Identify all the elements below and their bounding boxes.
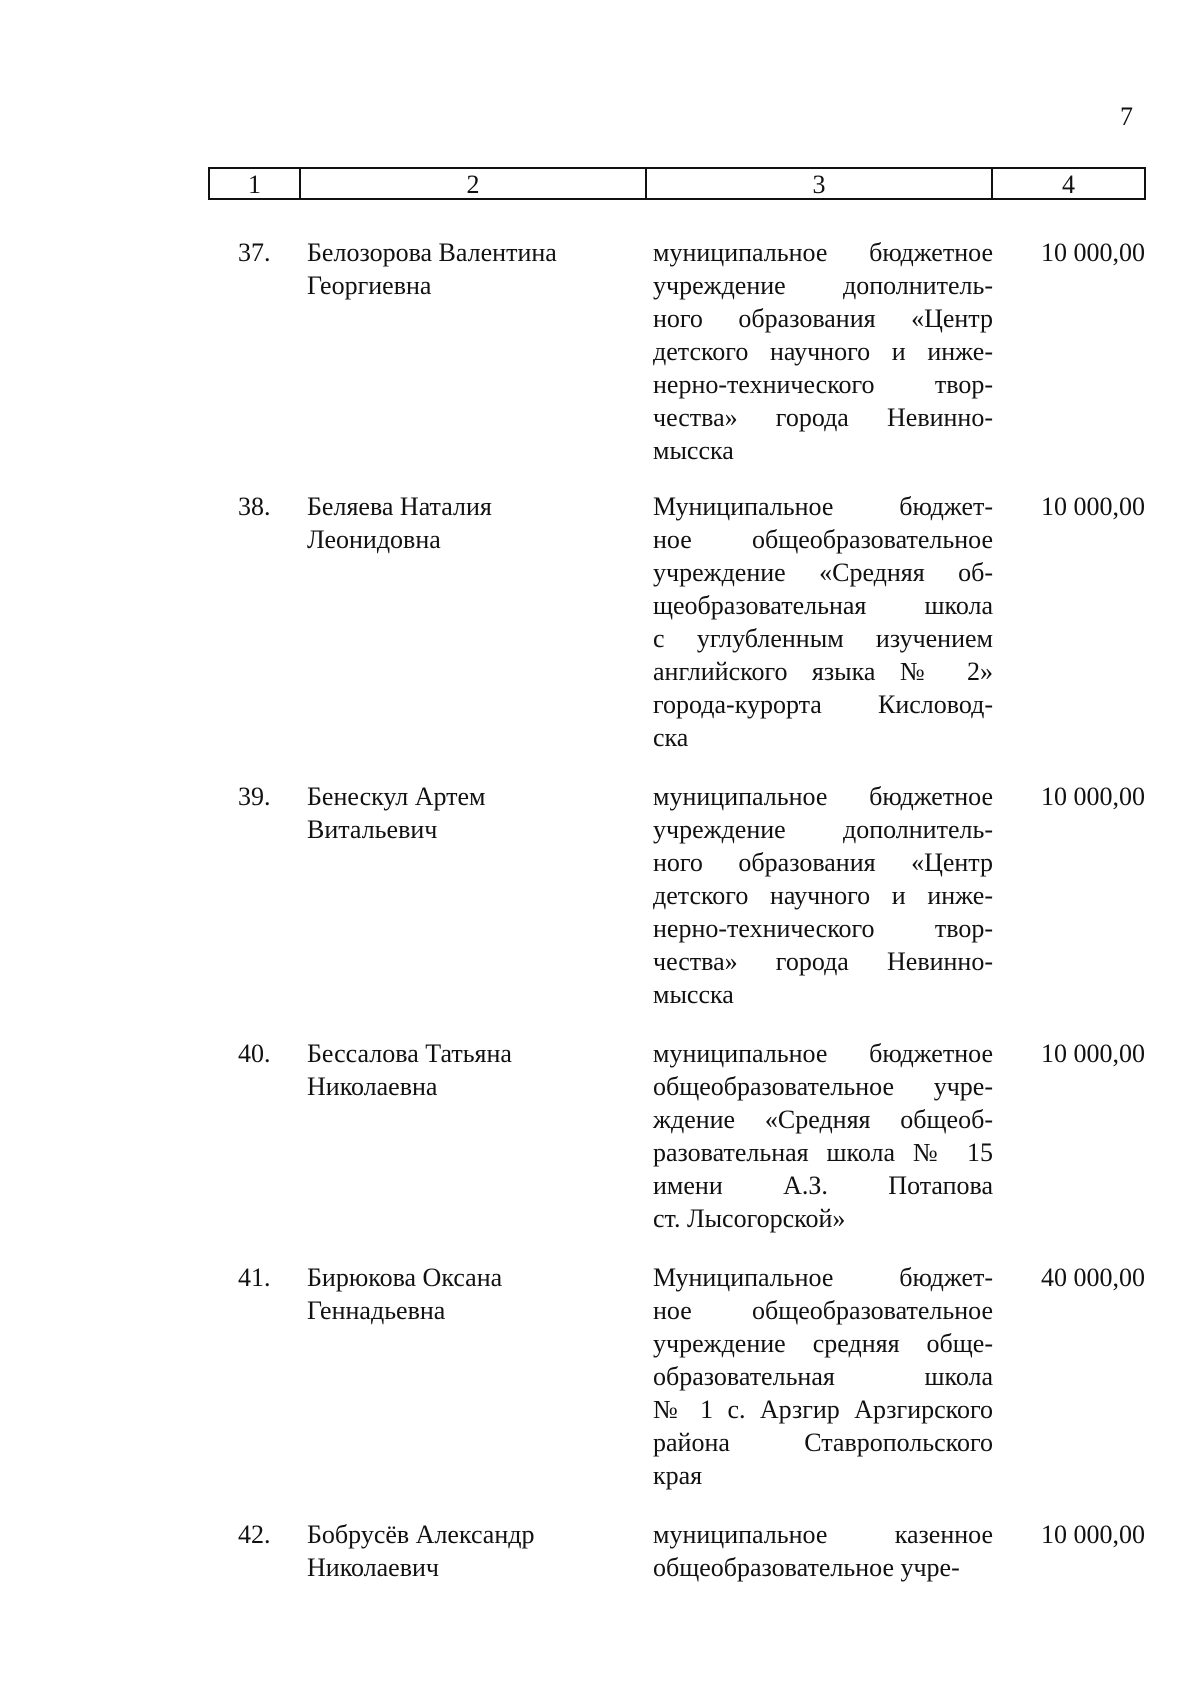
organization bbox=[653, 236, 993, 467]
organization-line: Муниципальное бюджет- bbox=[653, 492, 993, 521]
organization-line: ст. Лысогорской» bbox=[653, 1204, 846, 1233]
person-name-line: Бенескул Артем bbox=[307, 782, 486, 811]
page-number: 7 bbox=[1120, 102, 1133, 131]
person-name-line: Бирюкова Оксана bbox=[307, 1263, 503, 1292]
person-name-line: Беляева Наталия bbox=[307, 492, 492, 521]
organization-line: общеобразовательное учре- bbox=[653, 1553, 960, 1582]
person-name-line: Витальевич bbox=[307, 815, 438, 844]
organization-line: нерно-технического твор- bbox=[653, 370, 993, 399]
row-number: 42. bbox=[238, 1520, 271, 1549]
organization-line: учреждение средняя обще- bbox=[653, 1329, 993, 1358]
amount: 10 000,00 bbox=[1041, 1520, 1145, 1549]
organization-line: имени А.З. Потапова bbox=[653, 1171, 993, 1200]
person-name bbox=[307, 1261, 627, 1327]
amount: 10 000,00 bbox=[1041, 1039, 1145, 1068]
organization bbox=[653, 1518, 993, 1584]
organization bbox=[653, 1261, 993, 1492]
organization-line: ное общеобразовательное bbox=[653, 1296, 993, 1325]
amount: 40 000,00 bbox=[1041, 1263, 1145, 1292]
organization-line: детского научного и инже- bbox=[653, 337, 993, 366]
organization-line: образовательная школа bbox=[653, 1362, 993, 1391]
header-cell-3: 3 bbox=[645, 169, 991, 198]
row-number: 38. bbox=[238, 492, 271, 521]
organization bbox=[653, 1037, 993, 1235]
person-name-line: Николаевна bbox=[307, 1072, 438, 1101]
organization-line: муниципальное казенное bbox=[653, 1520, 993, 1549]
person-name bbox=[307, 1037, 627, 1103]
table-header bbox=[208, 167, 1146, 200]
person-name-line: Николаевич bbox=[307, 1553, 439, 1582]
organization-line: края bbox=[653, 1461, 703, 1490]
person-name-line: Георгиевна bbox=[307, 271, 432, 300]
organization-line: ного образования «Центр bbox=[653, 848, 993, 877]
organization-line: чества» города Невинно- bbox=[653, 947, 993, 976]
organization-line: Муниципальное бюджет- bbox=[653, 1263, 993, 1292]
organization-line: учреждение дополнитель- bbox=[653, 271, 993, 300]
organization-line: ска bbox=[653, 723, 689, 752]
organization-line: детского научного и инже- bbox=[653, 881, 993, 910]
row-number: 39. bbox=[238, 782, 271, 811]
row-number: 40. bbox=[238, 1039, 271, 1068]
organization-line: муниципальное бюджетное bbox=[653, 1039, 993, 1068]
organization-line: чества» города Невинно- bbox=[653, 403, 993, 432]
organization-line: района Ставропольского bbox=[653, 1428, 993, 1457]
header-cell-4: 4 bbox=[991, 169, 1144, 198]
person-name-line: Геннадьевна bbox=[307, 1296, 446, 1325]
person-name bbox=[307, 490, 627, 556]
organization-line: № 1 с. Арзгир Арзгирского bbox=[653, 1395, 993, 1424]
organization-line: мысска bbox=[653, 980, 734, 1009]
organization-line: ного образования «Центр bbox=[653, 304, 993, 333]
header-cell-2: 2 bbox=[299, 169, 645, 198]
person-name bbox=[307, 1518, 627, 1584]
amount: 10 000,00 bbox=[1041, 238, 1145, 267]
header-cell-1: 1 bbox=[248, 169, 261, 199]
row-number: 41. bbox=[238, 1263, 271, 1292]
organization-line: муниципальное бюджетное bbox=[653, 238, 993, 267]
amount: 10 000,00 bbox=[1041, 492, 1145, 521]
organization-line: учреждение дополнитель- bbox=[653, 815, 993, 844]
organization-line: разовательная школа № 15 bbox=[653, 1138, 993, 1167]
person-name bbox=[307, 780, 627, 846]
organization-line: муниципальное бюджетное bbox=[653, 782, 993, 811]
organization-line: щеобразовательная школа bbox=[653, 591, 993, 620]
organization-line: английского языка № 2» bbox=[653, 657, 993, 686]
person-name-line: Бессалова Татьяна bbox=[307, 1039, 512, 1068]
organization bbox=[653, 780, 993, 1011]
organization-line: города-курорта Кисловод- bbox=[653, 690, 993, 719]
row-number: 37. bbox=[238, 238, 271, 267]
person-name-line: Леонидовна bbox=[307, 525, 441, 554]
organization bbox=[653, 490, 993, 754]
person-name-line: Белозорова Валентина bbox=[307, 238, 557, 267]
amount: 10 000,00 bbox=[1041, 782, 1145, 811]
organization-line: с углубленным изучением bbox=[653, 624, 993, 653]
organization-line: ное общеобразовательное bbox=[653, 525, 993, 554]
organization-line: учреждение «Средняя об- bbox=[653, 558, 993, 587]
person-name-line: Бобрусёв Александр bbox=[307, 1520, 535, 1549]
person-name bbox=[307, 236, 627, 302]
organization-line: общеобразовательное учре- bbox=[653, 1072, 993, 1101]
organization-line: нерно-технического твор- bbox=[653, 914, 993, 943]
organization-line: мысска bbox=[653, 436, 734, 465]
organization-line: ждение «Средняя общеоб- bbox=[653, 1105, 993, 1134]
